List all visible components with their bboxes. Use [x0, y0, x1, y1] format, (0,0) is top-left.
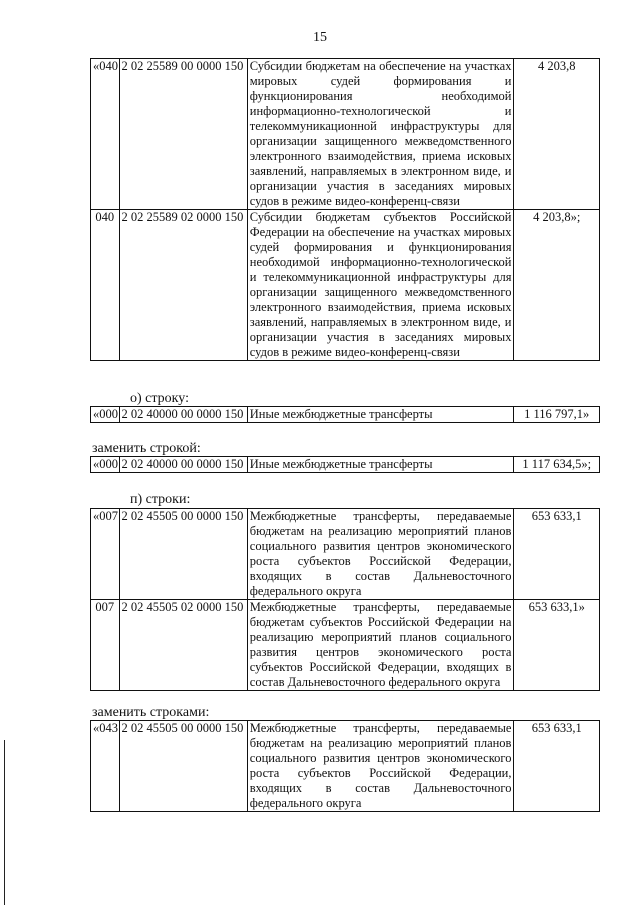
table-row	[91, 457, 600, 473]
description-cell: Иные межбюджетные трансферты	[247, 407, 514, 423]
admin-code-cell: «007	[91, 509, 120, 600]
kbk-code-cell: 2 02 45505 00 0000 150	[119, 721, 247, 812]
replace-rows-label: заменить строками:	[92, 705, 210, 720]
admin-code-cell: «000	[91, 407, 120, 423]
kbk-code-cell: 2 02 40000 00 0000 150	[119, 457, 247, 473]
budget-table-continued	[90, 58, 600, 361]
description-cell: Субсидии бюджетам субъектов Российской Федерации на обеспечение на участках мировых судей формирования и функционирования необходимой информационно-технологической и телекоммуникационной инфраструктуры для организации защищенного межведомственного электронного взаимодействия, приема исковых заявлений, направляемых в электронном виде, и организации участия в заседаниях мировых судов в режиме видео-конференц-связи	[247, 210, 514, 361]
kbk-code-cell: 2 02 25589 02 0000 150	[119, 210, 247, 361]
description-cell: Межбюджетные трансферты, передаваемые бюджетам на реализацию мероприятий планов социального развития центров экономического роста субъектов Российской Федерации, входящих в состав Дальневосточного федерального округа	[247, 721, 514, 812]
kbk-code-cell: 2 02 25589 00 0000 150	[119, 59, 247, 210]
description-cell: Межбюджетные трансферты, передаваемые бюджетам субъектов Российской Федерации на реализацию мероприятий планов социального развития центров экономического роста субъектов Российской Федерации, входящих в состав Дальневосточного федерального округа	[247, 600, 514, 691]
table-row	[91, 210, 600, 361]
admin-code-cell: «000	[91, 457, 120, 473]
section-p-table	[90, 508, 600, 691]
table-row	[91, 721, 600, 812]
section-o-table	[90, 406, 600, 423]
admin-code-cell: 040	[91, 210, 120, 361]
amount-cell: 653 633,1	[514, 509, 600, 600]
replace-rows-table	[90, 720, 600, 812]
kbk-code-cell: 2 02 40000 00 0000 150	[119, 407, 247, 423]
description-cell: Межбюджетные трансферты, передаваемые бюджетам на реализацию мероприятий планов социального развития центров экономического роста субъектов Российской Федерации, входящих в состав Дальневосточного федерального округа	[247, 509, 514, 600]
amount-cell: 653 633,1	[514, 721, 600, 812]
amount-cell: 1 117 634,5»;	[514, 457, 600, 473]
amount-cell: 4 203,8	[514, 59, 600, 210]
table-row	[91, 59, 600, 210]
section-o-label: о) строку:	[130, 391, 189, 406]
amount-cell: 1 116 797,1»	[514, 407, 600, 423]
amount-cell: 4 203,8»;	[514, 210, 600, 361]
amount-cell: 653 633,1»	[514, 600, 600, 691]
section-p-label: п) строки:	[130, 492, 191, 507]
admin-code-cell: «043	[91, 721, 120, 812]
table-row	[91, 509, 600, 600]
replace-single-table	[90, 456, 600, 473]
description-cell: Субсидии бюджетам на обеспечение на участках мировых судей формирования и функционирования необходимой информационно-технологической и телекоммуникационной инфраструктуры для организации защищенного межведомственного электронного взаимодействия, приема исковых заявлений, направляемых в электронном виде, и организации участия в заседаниях мировых судов в режиме видео-конференц-связи	[247, 59, 514, 210]
page-number: 15	[313, 30, 327, 45]
admin-code-cell: «040	[91, 59, 120, 210]
replace-single-label: заменить строкой:	[92, 441, 201, 456]
kbk-code-cell: 2 02 45505 02 0000 150	[119, 600, 247, 691]
description-cell: Иные межбюджетные трансферты	[247, 457, 514, 473]
table-row	[91, 600, 600, 691]
kbk-code-cell: 2 02 45505 00 0000 150	[119, 509, 247, 600]
table-row	[91, 407, 600, 423]
scan-margin-line	[4, 740, 5, 905]
admin-code-cell: 007	[91, 600, 120, 691]
